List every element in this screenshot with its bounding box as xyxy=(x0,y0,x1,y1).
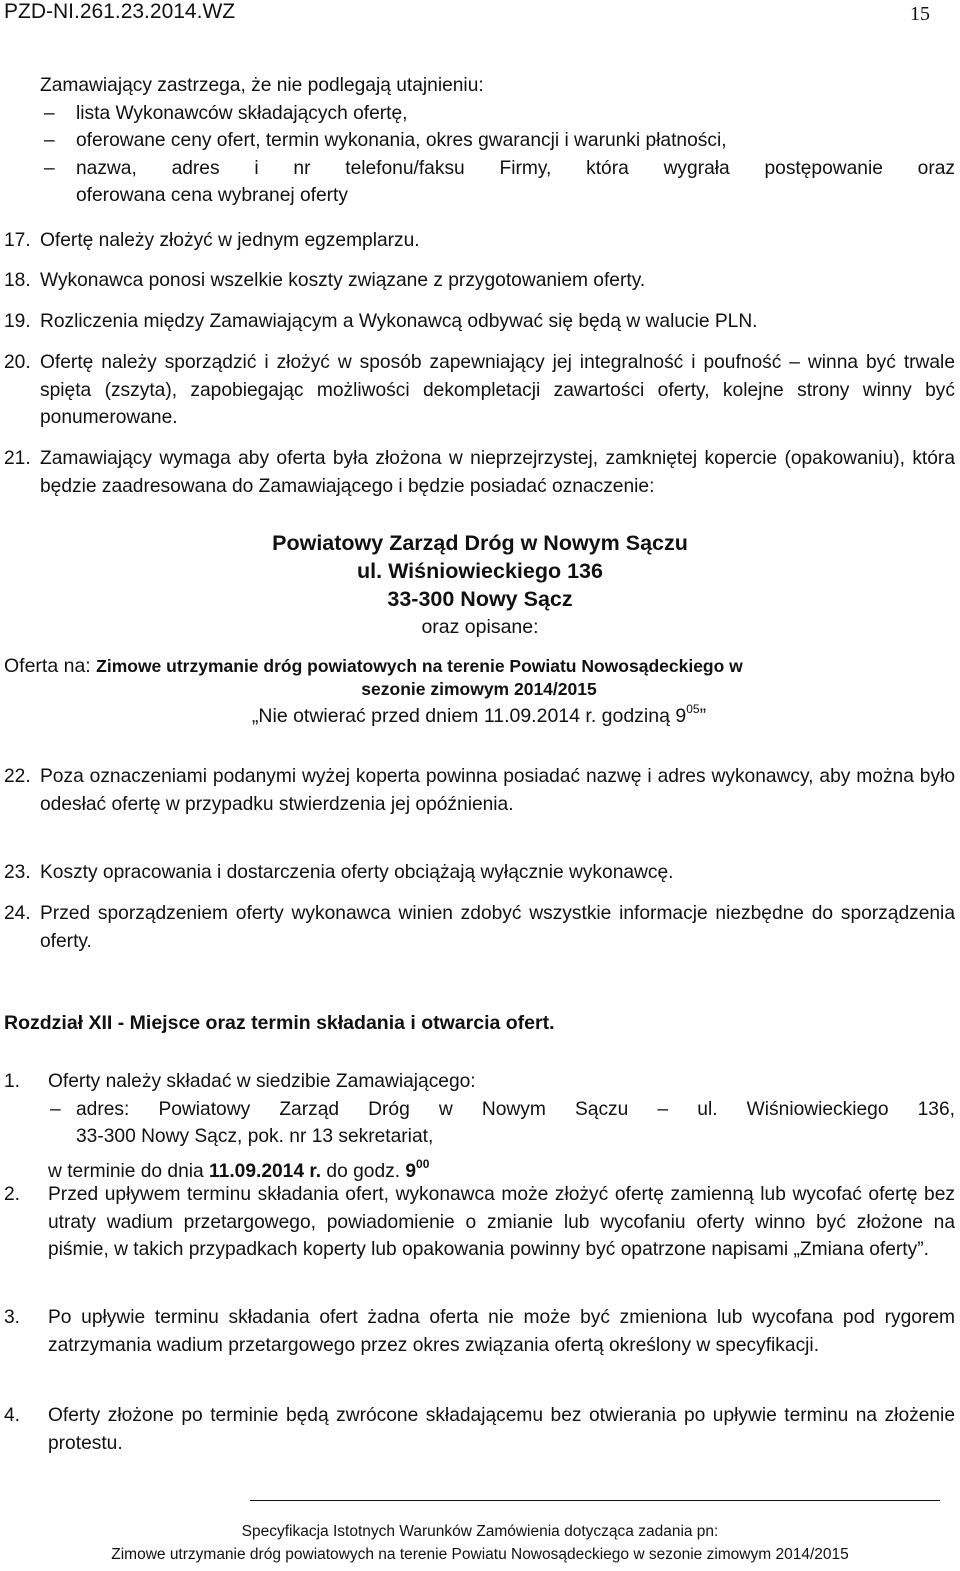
dash-marker: – xyxy=(44,130,55,151)
envelope-city: 33-300 Nowy Sącz xyxy=(387,587,573,611)
deadline-hour: 9 xyxy=(405,1160,417,1182)
deadline-line xyxy=(48,1151,955,1186)
list-item xyxy=(40,127,955,155)
numbered-point xyxy=(4,900,955,955)
point-number: 17. xyxy=(4,230,31,251)
offer-line xyxy=(4,655,954,678)
point-text: Ofertę należy sporządzić i złożyć w sposób zapewniający jej integralność i poufność – winna być trwale spięta (zszyta), zapobiegając możliwości dekompletacji zawartości oferty, kolejne strony winny być ponumerowane. xyxy=(40,352,955,428)
item-number: 1. xyxy=(4,1071,21,1092)
footer-line-2: Zimowe utrzymanie dróg powiatowych na terenie Powiatu Nowosądeckiego w sezonie zimowym 2014/2015 xyxy=(111,1546,849,1563)
point-number: 18. xyxy=(4,270,31,291)
point-number: 19. xyxy=(4,311,31,332)
point-text: Koszty opracowania i dostarczenia oferty obciążają wyłącznie wykonawcę. xyxy=(40,862,674,883)
chapter-title: Rozdział XII - Miejsce oraz termin składania i otwarcia ofert. xyxy=(4,1012,555,1034)
deadline-minutes: 00 xyxy=(416,1156,430,1171)
chapter-item xyxy=(4,1402,955,1457)
chapter-item xyxy=(4,1181,955,1264)
footer-divider xyxy=(250,1500,940,1501)
list-item-text: lista Wykonawców składających ofertę, xyxy=(76,102,408,124)
confidentiality-section xyxy=(40,72,955,210)
deadline-mid: do godz. xyxy=(321,1160,406,1182)
item-lead: Oferty należy składać w siedzibie Zamawiającego: xyxy=(48,1071,476,1092)
do-not-open-notice xyxy=(4,702,954,728)
item-number: 4. xyxy=(4,1405,21,1426)
numbered-point xyxy=(4,308,955,336)
item-text: Oferty złożone po terminie będą zwrócone składającemu bez otwierania po upływie terminu na złożenie protestu. xyxy=(48,1405,955,1454)
document-id: PZD-NI.261.23.2014.WZ xyxy=(4,0,236,23)
list-item-text: oferowana cena wybranej oferty xyxy=(76,185,348,206)
notice-quote-end: ” xyxy=(699,705,707,727)
numbered-point xyxy=(4,859,955,887)
list-item-continuation xyxy=(40,182,955,210)
address-text: adres: Powiatowy Zarząd Dróg w Nowym Sączu – ul. Wiśniowieckiego 136, xyxy=(76,1098,955,1120)
point-text: Ofertę należy złożyć w jednym egzemplarzu. xyxy=(40,230,420,251)
dash-marker: – xyxy=(44,157,55,179)
list-item xyxy=(40,155,955,183)
point-text: Przed sporządzeniem oferty wykonawca winien zdobyć wszystkie informacje niezbędne do sporządzenia oferty. xyxy=(40,903,955,952)
address-line xyxy=(48,1096,955,1151)
offer-marking xyxy=(4,655,954,728)
deadline-prefix: w terminie do dnia xyxy=(48,1160,210,1182)
list-item-text: nazwa, adres i nr telefonu/faksu Firmy, która wygrała postępowanie oraz xyxy=(76,157,955,179)
envelope-recipient: Powiatowy Zarząd Dróg w Nowym Sączu xyxy=(272,531,688,555)
offer-prefix: Oferta na: xyxy=(4,655,97,677)
numbered-point xyxy=(4,763,955,818)
offer-subject-continued: sezonie zimowym 2014/2015 xyxy=(361,679,597,699)
chapter-item xyxy=(4,1304,955,1359)
dash-marker: – xyxy=(44,102,55,124)
point-text: Zamawiający wymaga aby oferta była złożona w nieprzejrzystej, zamkniętej kopercie (opakowaniu), która będzie zaadresowana do Zamawiającego i będzie posiadać oznaczenie: xyxy=(40,448,955,497)
list-item-text: oferowane ceny ofert, termin wykonania, okres gwarancji i warunki płatności, xyxy=(76,130,727,151)
item-text: Po upływie terminu składania ofert żadna oferta nie może być zmieniona lub wycofana pod rygorem zatrzymania wadium przetargowego przez okres związania ofertą określony w specyfikacji. xyxy=(48,1307,955,1356)
point-number: 23. xyxy=(4,862,31,883)
address-text-continued: 33-300 Nowy Sącz, pok. nr 13 sekretariat, xyxy=(76,1126,434,1147)
point-number: 22. xyxy=(4,766,31,787)
item-number: 3. xyxy=(4,1307,21,1328)
footer-line-1: Specyfikacja Istotnych Warunków Zamówienia dotycząca zadania pn: xyxy=(241,1523,719,1540)
notice-minutes: 05 xyxy=(686,702,700,716)
item-text: Przed upływem terminu składania ofert, wykonawca może złożyć ofertę zamienną lub wycofać ofertę bez utraty wadium przetargowego, powiadomienie o zmianie lub wycofaniu oferty winno być złożone na piśmie, w takich przypadkach koperty lub opakowania powinny być opatrzone napisami „Zmiana oferty”. xyxy=(48,1184,955,1260)
item-body xyxy=(48,1068,955,1185)
point-text: Wykonawca ponosi wszelkie koszty związane z przygotowaniem oferty. xyxy=(40,270,646,291)
offer-subject: Zimowe utrzymanie dróg powiatowych na terenie Powiatu Nowosądeckiego w xyxy=(96,656,743,676)
item-number: 2. xyxy=(4,1184,21,1205)
numbered-point xyxy=(4,267,955,295)
intro-lead: Zamawiający zastrzega, że nie podlegają utajnieniu: xyxy=(40,75,484,96)
point-number: 21. xyxy=(4,448,31,469)
chapter-item xyxy=(4,1068,955,1185)
numbered-point xyxy=(4,227,955,255)
point-number: 20. xyxy=(4,352,31,373)
point-text: Rozliczenia między Zamawiającym a Wykonawcą odbywać się będą w walucie PLN. xyxy=(40,311,758,332)
point-text: Poza oznaczeniami podanymi wyżej koperta powinna posiadać nazwę i adres wykonawcy, aby można było odesłać ofertę w przypadku stwierdzenia jej opóźnienia. xyxy=(40,766,955,815)
notice-text: „Nie otwierać przed dniem 11.09.2014 r. godziną 9 xyxy=(251,705,687,727)
numbered-point xyxy=(4,445,955,500)
page-header xyxy=(4,0,954,28)
page-number: 15 xyxy=(910,3,930,25)
dash-marker: – xyxy=(50,1098,61,1120)
list-item xyxy=(40,100,955,128)
deadline-date: 11.09.2014 r. xyxy=(209,1160,322,1182)
numbered-point xyxy=(4,349,955,432)
point-number: 24. xyxy=(4,903,31,924)
envelope-described: oraz opisane: xyxy=(421,616,539,638)
envelope-street: ul. Wiśniowieckiego 136 xyxy=(357,559,603,583)
